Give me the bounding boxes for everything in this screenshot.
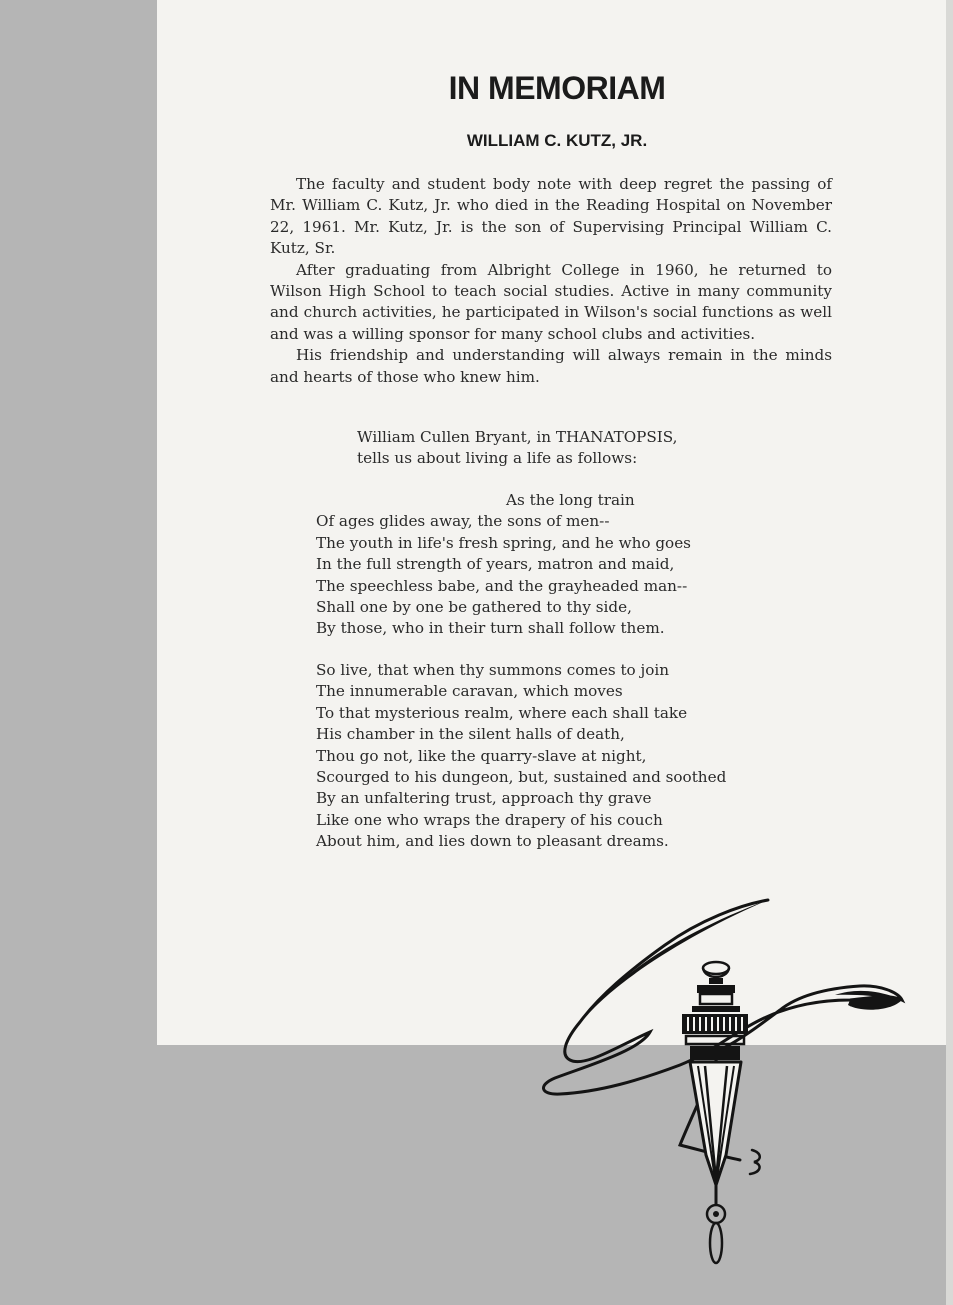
poem-line: Thou go not, like the quarry-slave at night, xyxy=(316,746,647,765)
poem-line: Like one who wraps the drapery of his couch xyxy=(316,810,663,829)
poem-line: About him, and lies down to pleasant dreams. xyxy=(316,832,669,851)
poem-line: So live, that when thy summons comes to join xyxy=(316,661,670,679)
intro-line: tells us about living a life as follows: xyxy=(357,449,638,468)
poem-line: The speechless babe, and the grayheaded man-- xyxy=(316,576,688,595)
page-title: IN MEMORIAM xyxy=(448,70,666,106)
poem-line: The youth in life's fresh spring, and he who goes xyxy=(316,533,691,552)
poem-line: To that mysterious realm, where each shall take xyxy=(316,703,688,722)
intro-line: William Cullen Bryant, in THANATOPSIS, xyxy=(357,428,678,446)
poem-line: As the long train xyxy=(506,491,635,509)
paragraph: After graduating from Albright College in 1960, he returned to Wilson High School to teach social studies. Active in many community and church activities, he participated in Wilson's social functions as well and was a willing sponsor for many school clubs and activities. xyxy=(270,260,832,343)
paragraph: His friendship and understanding will always remain in the minds and hearts of those who knew him. xyxy=(270,346,832,386)
poem-line: Scourged to his dungeon, but, sustained and soothed xyxy=(316,768,727,787)
poem-line: His chamber in the silent halls of death, xyxy=(316,725,625,744)
memorial-name: WILLIAM C. KUTZ, JR. xyxy=(466,131,648,150)
poem-line: Shall one by one be gathered to thy side, xyxy=(316,598,632,617)
poem-line: By those, who in their turn shall follow them. xyxy=(316,619,665,638)
poem-line: In the full strength of years, matron and maid, xyxy=(316,555,675,574)
paragraph: The faculty and student body note with deep regret the passing of Mr. William C. Kutz, Jr. who died in the Reading Hospital on November 22, 1961. Mr. Kutz, Jr. is the son of Supervising Principal William C. Kutz, Sr. xyxy=(270,175,832,258)
poem-line: By an unfaltering trust, approach thy grave xyxy=(316,789,652,808)
poem-line: Of ages glides away, the sons of men-- xyxy=(316,512,610,531)
poem-line: The innumerable caravan, which moves xyxy=(316,682,623,701)
